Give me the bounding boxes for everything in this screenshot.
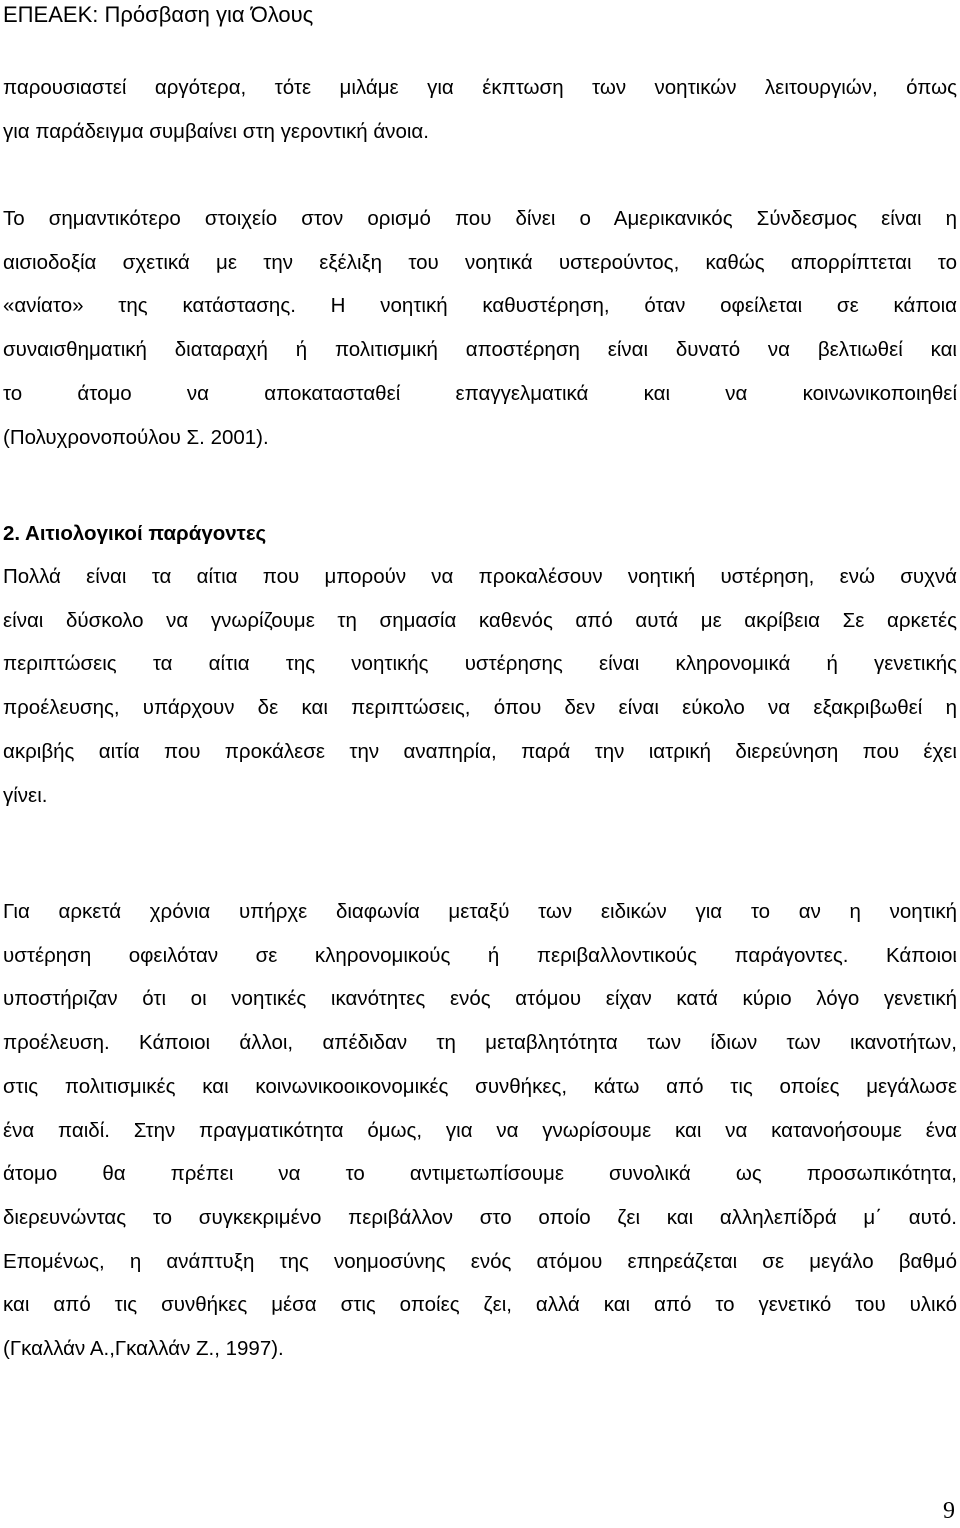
section-heading: 2. Αιτιολογικοί παράγοντες (3, 522, 267, 545)
text-line: Επομένως, η ανάπτυξη της νοημοσύνης ενός ατόμου επηρεάζεται σε μεγάλο βαθμό (3, 1249, 957, 1273)
text-line: προέλευση. Κάποιοι άλλοι, απέδιδαν τη μεταβλητότητα των ίδιων των ικανοτήτων, (3, 1031, 957, 1055)
text-line: γίνει. (3, 783, 48, 807)
text-line: άτομο θα πρέπει να το αντιμετωπίσουμε συνολικά ως προσωπικότητα, (3, 1162, 957, 1186)
text-line: προέλευσης, υπάρχουν δε και περιπτώσεις, όπου δεν είναι εύκολο να εξακριβωθεί η (3, 696, 957, 720)
text-line: Το σημαντικότερο στοιχείο στον ορισμό που δίνει ο Αμερικανικός Σύνδεσμος είναι η (3, 207, 957, 230)
text-line: συναισθηματική διαταραχή ή πολιτισμική αποστέρηση είναι δυνατό να βελτιωθεί και (3, 338, 957, 362)
page-number: 9 (943, 1498, 955, 1524)
text-line: το άτομο να αποκατασταθεί επαγγελματικά και να κοινωνικοποιηθεί (3, 381, 957, 405)
text-line: για παράδειγμα συμβαίνει στη γεροντική άνοια. (3, 119, 429, 143)
text-line: παρουσιαστεί αργότερα, τότε μιλάμε για έκπτωση των νοητικών λειτουργιών, όπως (3, 76, 957, 99)
paragraph-4 (3, 890, 957, 1371)
text-line: ακριβής αιτία που προκάλεσε την αναπηρία, παρά την ιατρική διερεύνηση που έχει (3, 739, 957, 763)
text-line: διερευνώντας το συγκεκριμένο περιβάλλον στο οποίο ζει και αλληλεπίδρά μ΄ αυτό. (3, 1205, 957, 1229)
text-line: περιπτώσεις τα αίτια της νοητικής υστέρησης είναι κληρονομικά ή γενετικής (3, 652, 957, 676)
text-line: και από τις συνθήκες μέσα στις οποίες ζει, αλλά και από το γενετικό του υλικό (3, 1293, 957, 1317)
text-line: υστέρηση οφειλόταν σε κληρονομικούς ή περιβαλλοντικούς παράγοντες. Κάποιοι (3, 943, 957, 967)
text-line: (Γκαλλάν Α.,Γκαλλάν Ζ., 1997). (3, 1337, 284, 1361)
text-line: ένα παιδί. Στην πραγματικότητα όμως, για να γνωρίσουμε και να κατανοήσουμε ένα (3, 1118, 957, 1142)
paragraph-3 (3, 555, 957, 817)
text-line: στις πολιτισμικές και κοινωνικοοικονομικές συνθήκες, κάτω από τις οποίες μεγάλωσε (3, 1074, 957, 1098)
text-line: «ανίατο» της κατάστασης. Η νοητική καθυστέρηση, όταν οφείλεται σε κάποια (3, 294, 957, 318)
paragraph-2 (3, 197, 957, 459)
text-line: Για αρκετά χρόνια υπήρχε διαφωνία μεταξύ των ειδικών για το αν η νοητική (3, 900, 957, 923)
text-line: αισιοδοξία σχετικά με την εξέλιξη του νοητικά υστερούντος, καθώς απορρίπτεται το (3, 250, 957, 274)
text-line: (Πολυχρονοπούλου Σ. 2001). (3, 425, 269, 449)
text-line: υποστήριζαν ότι οι νοητικές ικανότητες ενός ατόμου είχαν κατά κύριο λόγο γενετική (3, 987, 957, 1011)
paragraph-1 (3, 66, 957, 153)
text-line: Πολλά είναι τα αίτια που μπορούν να προκαλέσουν νοητική υστέρηση, ενώ συχνά (3, 565, 957, 588)
page-header: ΕΠΕΑΕΚ: Πρόσβαση για Όλους (3, 2, 314, 27)
text-line: είναι δύσκολο να γνωρίζουμε τη σημασία καθενός από αυτά με ακρίβεια Σε αρκετές (3, 608, 957, 632)
